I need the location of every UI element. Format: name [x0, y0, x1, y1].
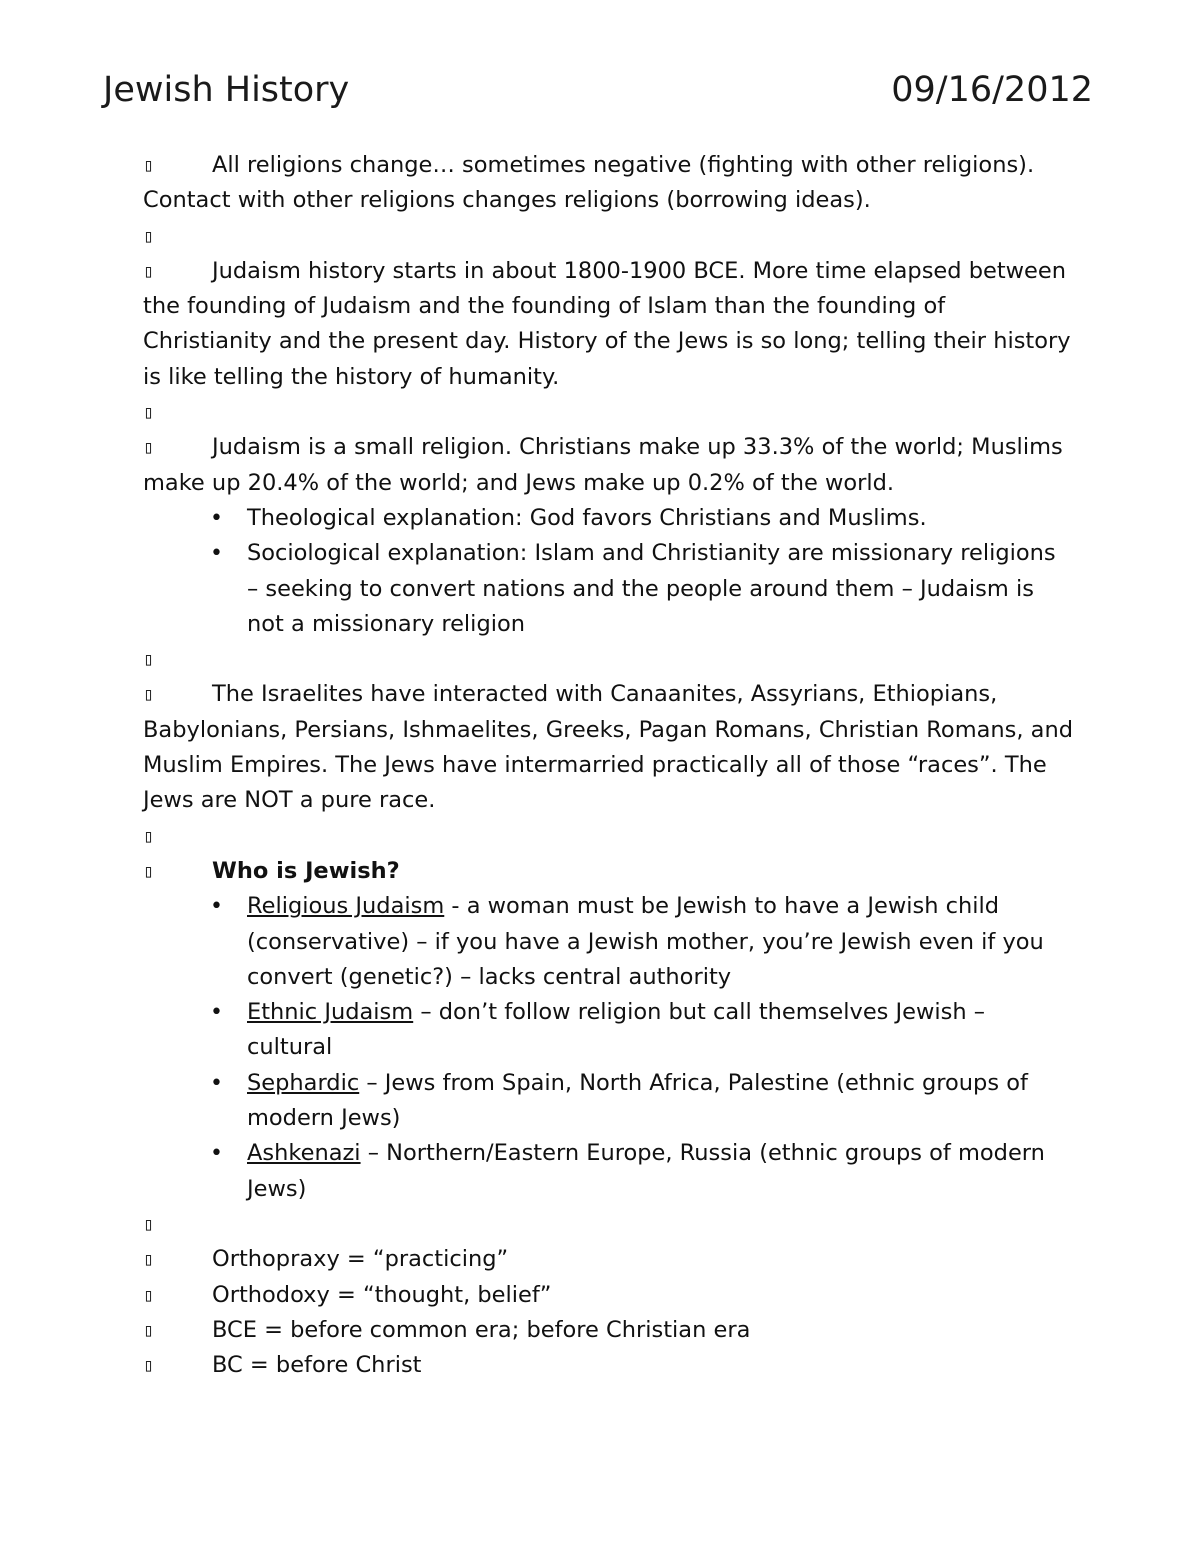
square-marker-icon: ▯ [143, 225, 154, 247]
document-title: Jewish History [103, 70, 350, 110]
square-marker-icon: ▯ [143, 684, 154, 706]
definition-text: Orthopraxy = “practicing” [212, 1246, 509, 1273]
list-item [210, 501, 1073, 536]
term-label: Ethnic Judaism [247, 999, 414, 1026]
empty-paragraph [143, 642, 1073, 677]
note-paragraph [143, 430, 1073, 501]
note-paragraph [143, 854, 1073, 889]
square-marker-icon: ▯ [143, 1284, 154, 1306]
paragraph-text: Judaism history starts in about 1800-1900 BCE. More time elapsed between the founding of Judaism and the founding of Islam than the founding of Christianity and the present day. History of the Jews is so long; telling their history is like telling the history of humanity. [143, 257, 1071, 390]
section-heading: Who is Jewish? [212, 857, 400, 884]
list-item [210, 995, 1073, 1066]
term-label: Religious Judaism [247, 893, 445, 920]
note-paragraph [143, 254, 1073, 395]
definition-line [143, 1313, 1073, 1348]
empty-paragraph [143, 219, 1073, 254]
document-header [103, 66, 1093, 116]
term-definition: – don’t follow religion but call themselves Jewish – cultural [247, 999, 986, 1061]
paragraph-text: Judaism is a small religion. Christians make up 33.3% of the world; Muslims make up 20.4% of the world; and Jews make up 0.2% of the world. [143, 434, 1063, 496]
square-marker-icon: ▯ [143, 860, 154, 882]
bullet-icon: • [210, 1141, 223, 1167]
term-definition: – Northern/Eastern Europe, Russia (ethnic groups of modern Jews) [247, 1140, 1045, 1202]
square-marker-icon: ▯ [143, 260, 154, 282]
list-item-text: Theological explanation: God favors Christians and Muslims. [247, 504, 927, 531]
bullet-icon: • [210, 1000, 223, 1026]
list-item [210, 536, 1073, 642]
square-marker-icon: ▯ [143, 649, 154, 671]
square-marker-icon: ▯ [143, 402, 154, 424]
paragraph-text: All religions change… sometimes negative (fighting with other religions). Contact with other religions changes religions (borrowing ideas). [143, 152, 1035, 214]
explanation-list [143, 501, 1073, 642]
bullet-icon: • [210, 894, 223, 920]
paragraph-text: The Israelites have interacted with Canaanites, Assyrians, Ethiopians, Babylonians, Persians, Ishmaelites, Greeks, Pagan Romans, Christian Romans, and Muslim Empires. The Jews have intermarried practically all of those “races”. The Jews are NOT a pure race. [143, 681, 1074, 814]
definition-line [143, 1278, 1073, 1313]
definition-text: BCE = before common era; before Christian era [212, 1316, 751, 1343]
term-definition: - a woman must be Jewish to have a Jewish child (conservative) – if you have a Jewish mother, you’re Jewish even if you convert (genetic?) – lacks central authority [247, 893, 1044, 990]
square-marker-icon: ▯ [143, 1355, 154, 1377]
who-is-jewish-list [143, 889, 1073, 1207]
list-item [210, 889, 1073, 995]
bullet-icon: • [210, 541, 223, 567]
empty-paragraph [143, 819, 1073, 854]
empty-paragraph [143, 1207, 1073, 1242]
definition-line [143, 1242, 1073, 1277]
document-date: 09/16/2012 [891, 70, 1093, 110]
bullet-icon: • [210, 1070, 223, 1096]
square-marker-icon: ▯ [143, 437, 154, 459]
square-marker-icon: ▯ [143, 1213, 154, 1235]
empty-paragraph [143, 395, 1073, 430]
term-label: Sephardic [247, 1069, 360, 1096]
definition-text: BC = before Christ [212, 1352, 422, 1379]
square-marker-icon: ▯ [143, 1249, 154, 1271]
term-definition: – Jews from Spain, North Africa, Palestine (ethnic groups of modern Jews) [247, 1069, 1028, 1132]
definition-text: Orthodoxy = “thought, belief” [212, 1281, 552, 1308]
notes-body [143, 148, 1073, 1383]
term-label: Ashkenazi [247, 1140, 361, 1167]
square-marker-icon: ▯ [143, 825, 154, 847]
list-item [210, 1066, 1073, 1137]
note-paragraph [143, 148, 1073, 219]
square-marker-icon: ▯ [143, 155, 154, 176]
note-paragraph [143, 677, 1073, 818]
bullet-icon: • [210, 505, 223, 531]
square-marker-icon: ▯ [143, 1319, 154, 1341]
list-item-text: Sociological explanation: Islam and Christianity are missionary religions – seeking to convert nations and the people around them – Judaism is not a missionary religion [247, 540, 1056, 637]
definition-line [143, 1348, 1073, 1383]
list-item [210, 1136, 1073, 1207]
